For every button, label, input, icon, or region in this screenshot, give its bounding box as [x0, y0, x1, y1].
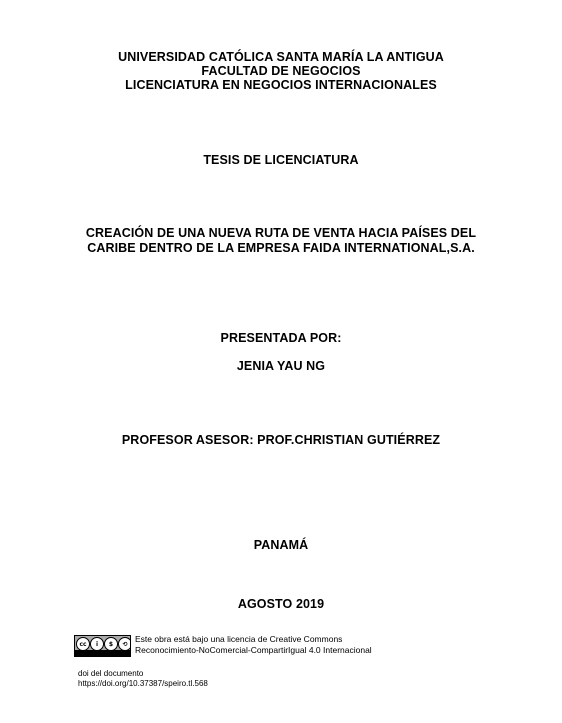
thesis-type [0, 153, 562, 167]
author-name [0, 359, 562, 373]
thesis-title [0, 226, 562, 256]
presented-by-text: PRESENTADA POR: [220, 331, 342, 345]
place-text: PANAMÁ [253, 538, 309, 552]
advisor-text: PROFESOR ASESOR: PROF.CHRISTIAN GUTIÉRREZ [121, 433, 441, 447]
license-line-1[interactable]: Este obra está bajo una licencia de Creative Commons [135, 634, 343, 644]
badge-strip [75, 650, 130, 656]
thesis-type-text: TESIS DE LICENCIATURA [203, 153, 359, 167]
sa-icon: ⟲ [118, 637, 131, 651]
faculty-name: FACULTAD DE NEGOCIOS [201, 64, 361, 78]
date-text: AGOSTO 2019 [237, 597, 325, 611]
thesis-title-line-2: CARIBE DENTRO DE LA EMPRESA FAIDA INTERNATIONAL,S.A. [87, 241, 475, 255]
license-text [135, 634, 372, 656]
license-notice [74, 634, 372, 657]
university-name: UNIVERSIDAD CATÓLICA SANTA MARÍA LA ANTIGUA [118, 50, 444, 64]
place [0, 538, 562, 552]
date [0, 597, 562, 611]
program-name: LICENCIATURA EN NEGOCIOS INTERNACIONALES [125, 78, 437, 92]
cc-by-nc-sa-icon[interactable] [74, 635, 131, 657]
presented-by-label [0, 331, 562, 345]
by-icon: i [90, 637, 104, 651]
author-text: JENIA YAU NG [236, 359, 326, 373]
institution-header [0, 50, 562, 92]
license-line-2[interactable]: Reconocimiento-NoComercial-CompartirIgual 4.0 Internacional [135, 645, 372, 655]
cc-icon: cc [76, 637, 90, 651]
advisor [0, 433, 562, 447]
doi-label: doi del documento [78, 669, 144, 678]
nc-icon: $ [104, 637, 118, 651]
doi-link[interactable]: https://doi.org/10.37387/speiro.tl.568 [78, 679, 208, 688]
doi-block [78, 669, 208, 689]
thesis-title-line-1: CREACIÓN DE UNA NUEVA RUTA DE VENTA HACIA PAÍSES DEL [85, 226, 477, 240]
